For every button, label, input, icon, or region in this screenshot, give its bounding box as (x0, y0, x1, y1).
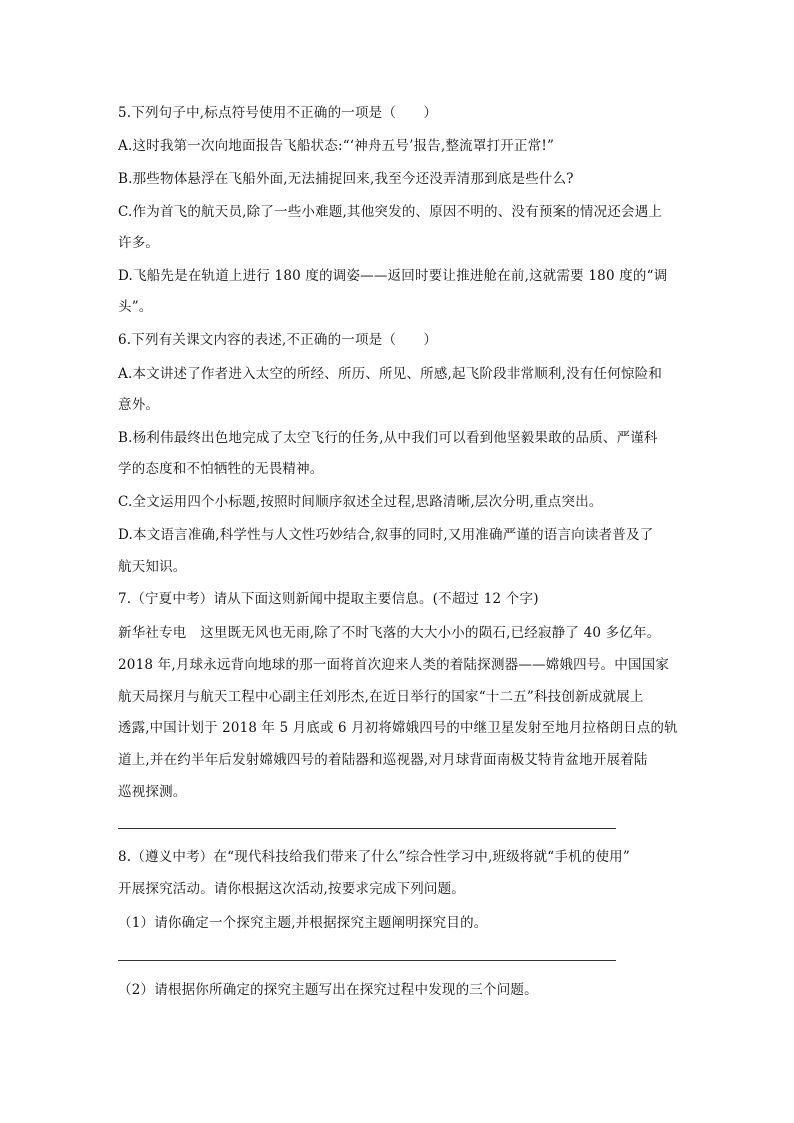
q7-news-line-1: 新华社专电 这里既无风也无雨,除了不时飞落的大大小小的陨石,已经寂静了 40 多亿年。 (118, 625, 661, 641)
q7-answer-line[interactable] (118, 828, 616, 829)
q7-news-line-6: 巡视探测。 (118, 784, 187, 800)
q7-news-line-2: 2018 年,月球永远背向地球的那一面将首次迎来人类的着陆探测器——嫦娥四号。中国国家 (118, 657, 670, 673)
q6-option-a-line2: 意外。 (118, 397, 160, 413)
q6-option-b-line1: B.杨利伟最终出色地完成了太空飞行的任务,从中我们可以看到他坚毅果敢的品质、严谨科 (118, 430, 658, 446)
q6-option-d-line1: D.本文语言准确,科学性与人文性巧妙结合,叙事的同时,又用准确严谨的语言向读者普及了 (118, 527, 654, 543)
q8-sub2: （2）请根据你所确定的探究主题写出在探究过程中发现的三个问题。 (118, 982, 538, 998)
q8-sub1-answer-line[interactable] (118, 960, 616, 961)
q8-stem-line1: 8.（遵义中考）在“现代科技给我们带来了什么”综合性学习中,班级将就“手机的使用” (118, 849, 630, 865)
q7-news-line-3: 航天局探月与航天工程中心副主任刘彤杰,在近日举行的国家“十二五”科技创新成就展上 (118, 689, 644, 705)
q5-option-b: B.那些物体悬浮在飞船外面,无法捕捉回来,我至今还没弄清那到底是些什么? (118, 171, 574, 187)
q6-option-a-line1: A.本文讲述了作者进入太空的所经、所历、所见、所感,起飞阶段非常顺利,没有任何惊险和 (118, 366, 663, 382)
q5-stem: 5.下列句子中,标点符号使用不正确的一项是（ ） (118, 105, 438, 121)
q8-stem-line2: 开展探究活动。请你根据这次活动,按要求完成下列问题。 (118, 881, 465, 897)
q6-option-c: C.全文运用四个小标题,按照时间顺序叙述全过程,思路清晰,层次分明,重点突出。 (118, 494, 603, 510)
q8-sub1: （1）请你确定一个探究主题,并根据探究主题阐明探究目的。 (118, 915, 488, 931)
q5-option-c-line2: 许多。 (118, 235, 160, 251)
q7-stem: 7.（宁夏中考）请从下面这则新闻中提取主要信息。(不超过 12 个字) (118, 591, 539, 607)
q7-news-line-4: 透露,中国计划于 2018 年 5 月底或 6 月初将嫦娥四号的中继卫星发射至地月拉格朗日点的轨 (118, 720, 678, 736)
q5-option-c-line1: C.作为首飞的航天员,除了一些小难题,其他突发的、原因不明的、没有预案的情况还会遇上 (118, 204, 663, 220)
q7-news-line-5: 道上,并在约半年后发射嫦娥四号的着陆器和巡视器,对月球背面南极艾特肯盆地开展着陆 (118, 752, 648, 768)
q5-option-d-line2: 头”。 (118, 299, 153, 315)
q6-option-d-line2: 航天知识。 (118, 559, 187, 575)
q6-stem: 6.下列有关课文内容的表述,不正确的一项是（ ） (118, 332, 438, 348)
q5-option-d-line1: D.飞船先是在轨道上进行 180 度的调姿——返回时要让推进舱在前,这就需要 180 度的“调 (118, 268, 668, 284)
q5-option-a: A.这时我第一次向地面报告飞船状态:“‘神舟五号’报告,整流罩打开正常!” (118, 138, 555, 154)
q6-option-b-line2: 学的态度和不怕牺牲的无畏精神。 (118, 461, 324, 477)
